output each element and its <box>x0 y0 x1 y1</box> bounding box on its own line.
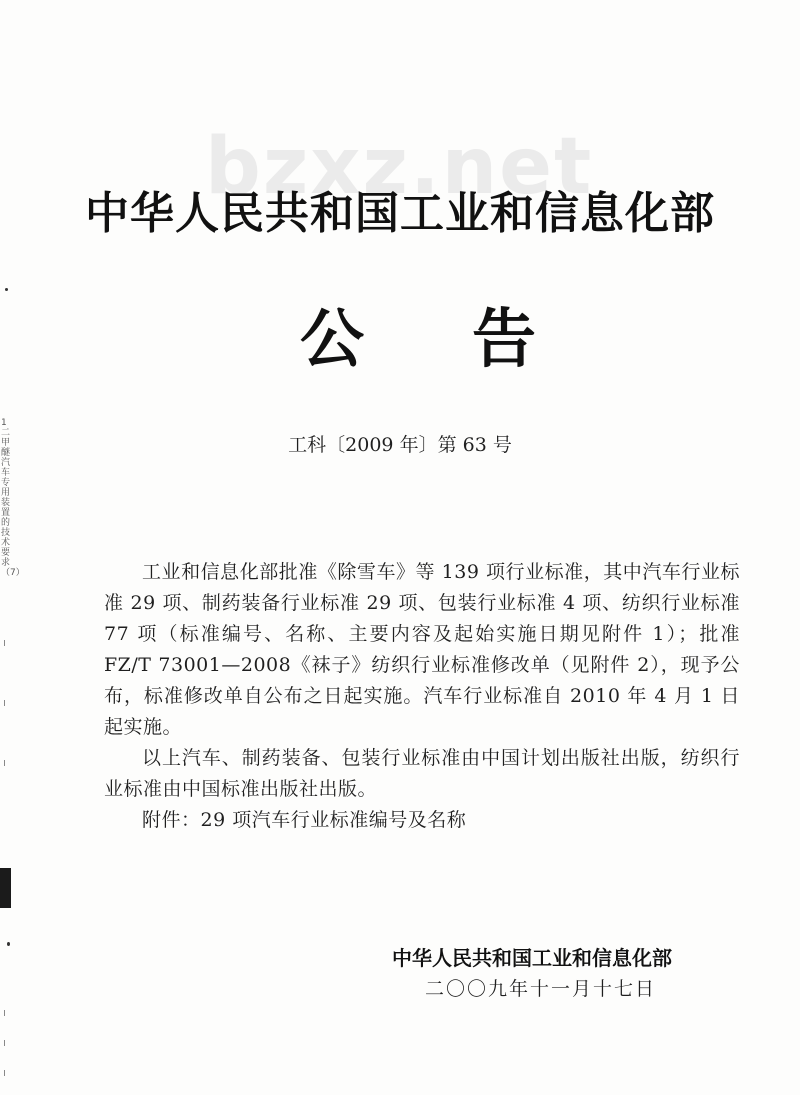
announcement-char-2: 告 <box>472 302 536 377</box>
scan-speck <box>4 1040 5 1046</box>
scan-speck <box>4 760 5 766</box>
issue-date: 二〇〇九年十一月十七日 <box>425 978 657 1000</box>
scan-margin <box>0 0 25 1095</box>
side-margin-label: 1 二甲醚汽车专用装置的技术要求（7） <box>1 418 25 578</box>
ministry-title: 中华人民共和国工业和信息化部 <box>85 188 715 239</box>
scan-speck <box>4 700 5 706</box>
body-paragraph: 以上汽车、制药装备、包装行业标准由中国计划出版社出版，纺织行业标准由中国标准出版社出版。 <box>104 747 740 800</box>
announcement-heading <box>0 302 800 385</box>
scan-speck <box>4 1010 5 1016</box>
scan-speck <box>4 640 5 646</box>
scan-black-tab <box>0 868 11 908</box>
announcement-body <box>104 557 740 836</box>
watermark: bzxz.net <box>205 122 594 212</box>
scan-speck <box>5 288 8 291</box>
body-paragraph: 工业和信息化部批准《除雪车》等 139 项行业标准，其中汽车行业标准 29 项、制药装备行业标准 29 项、包装行业标准 4 项、纺织行业标准 77 项（标准编号、名称、主要内容及起始实施日期见附件 1）；批准 FZ/T 73001—2008《袜子》纺织行业标准修改单（见附件 2），现予公布，标准修改单自公布之日起实施。汽车行业标准自 2010 年 4 月 1 日起实施。 <box>104 561 740 738</box>
announcement-char-1: 公 <box>300 302 364 377</box>
document-number: 工科〔2009 年〕第 63 号 <box>288 434 512 456</box>
scan-speck <box>7 942 10 946</box>
attachment-line: 附件：29 项汽车行业标准编号及名称 <box>142 809 467 831</box>
scan-speck <box>4 1070 5 1076</box>
issuer-signature: 中华人民共和国工业和信息化部 <box>392 946 672 970</box>
